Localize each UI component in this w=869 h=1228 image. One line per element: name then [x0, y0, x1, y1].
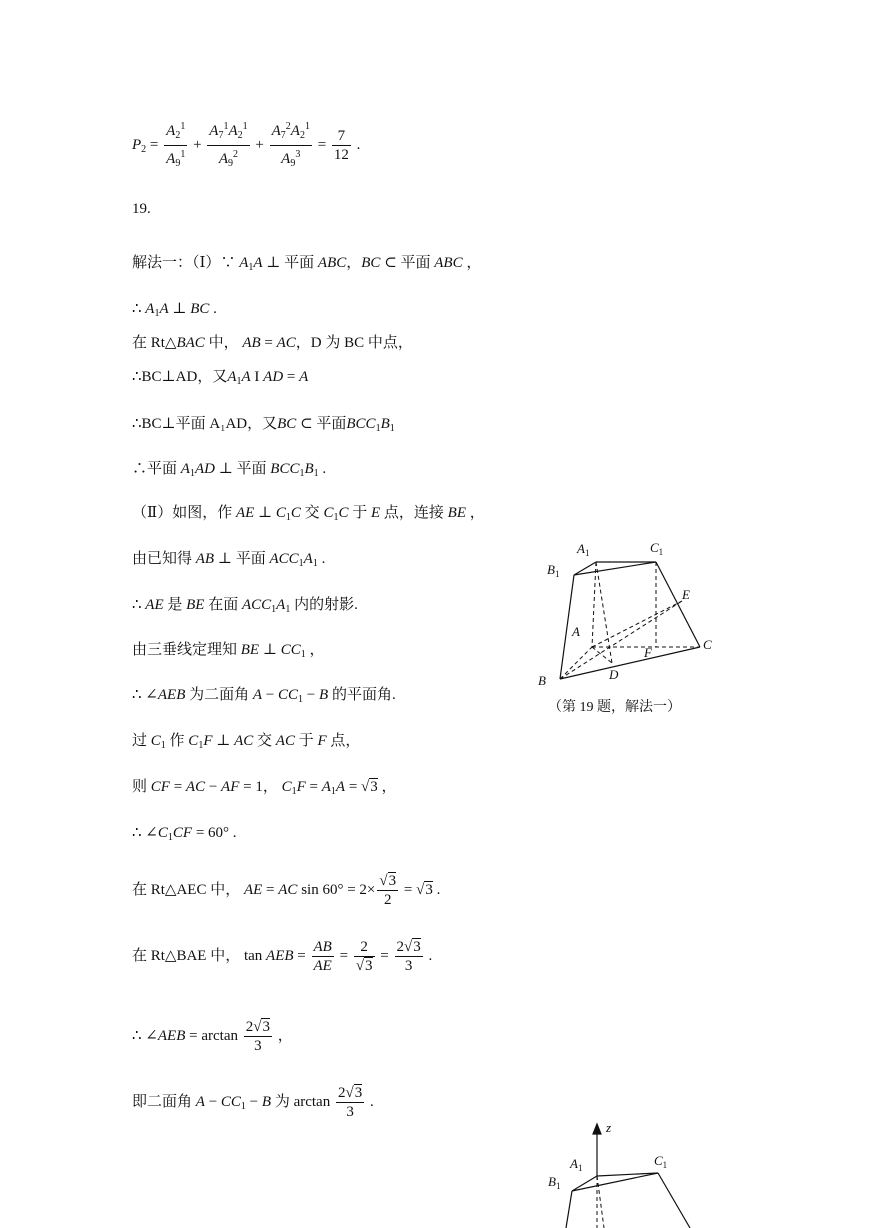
figure1-caption: （第 19 题，解法一）: [548, 700, 681, 715]
label-c1: $C_1$: [654, 1153, 668, 1170]
fraction: $\frac{2√3}{3}$: [337, 1085, 363, 1120]
edge-a1-a: [592, 562, 596, 647]
edge-a1-down2: [597, 1176, 604, 1228]
p2-formula: $P_2$ = $\frac{A_2^1}{A_9^1}$ + $\frac{A_7^1A_2^1}{A_9^2}$ + $\frac{A_7^2A_2^1}{A_9^3}$ = $\frac{7}{12}$ .: [132, 118, 360, 173]
edge-a-e: [592, 601, 682, 647]
label-b1: $B_1$: [547, 562, 560, 579]
conclusion-prefix: 即二面角: [132, 1093, 193, 1110]
line-rt-aec: 在 Rt△AEC 中， AE = AC sin 60° = 2× $\frac{√3}{2}$ = √3 .: [132, 873, 441, 908]
bc-perp-plane-text: ∴BC⊥平面 A₁AD，又: [132, 416, 278, 432]
line-three-perp: 由三垂线定理知 BE ⊥ $CC_1$ ，: [132, 642, 325, 660]
label-a1: $A_1$: [570, 1156, 583, 1173]
conclusion-mid: 为: [274, 1093, 290, 1110]
fraction: $\frac{A_7^2A_2^1}{A_9^3}$: [270, 118, 312, 173]
bc-perp-ad-text: ∴BC⊥AD，又: [132, 369, 228, 385]
known-text: 由已知得: [132, 551, 193, 567]
line-c1f: 过 $C_1$ 作 $C_1F$ ⊥ AC 交 AC 于 F 点，: [132, 733, 361, 751]
line-projection: ∴ AE 是 BE 在面 $ACC_1A_1$ 内的射影.: [132, 597, 358, 615]
part2-intro: （Ⅱ）如图，作: [132, 505, 233, 521]
result-num: 7: [332, 127, 351, 146]
line-bc-perp-ad: ∴BC⊥AD，又$A_1A$ Ι AD = A: [132, 369, 309, 387]
line-bc-perp-plane: ∴BC⊥平面 A₁AD，又BC ⊂ 平面$BCC_1B_1$: [132, 416, 395, 434]
line-a1a-perp-bc: ∴ $A_1A$ ⊥ BC .: [132, 301, 217, 319]
label-a1: $A_1$: [577, 541, 590, 558]
axis-z-arrow: [593, 1124, 601, 1134]
label-e: E: [682, 587, 690, 602]
edge-c1-down: [658, 1173, 690, 1228]
label-f: F: [644, 645, 652, 660]
line-part2: （Ⅱ）如图，作 AE ⊥ $C_1C$ 交 $C_1C$ 于 E 点，连接 BE ，: [132, 505, 485, 523]
line-plane-perp: ∴平面 $A_1AD$ ⊥ 平面 $BCC_1B_1$ .: [132, 461, 327, 479]
edge-a-d: [592, 647, 612, 663]
method1-intro: 解法一：（Ⅰ）: [132, 255, 221, 271]
label-d: D: [609, 667, 619, 682]
line-ab-perp: 由已知得 AB ⊥ 平面 $ACC_1A_1$ .: [132, 551, 326, 569]
edge-b-a: [560, 647, 592, 679]
fraction: $\frac{2√3}{3}$: [245, 1019, 270, 1054]
edge-b-e: [560, 601, 682, 679]
fraction: $\frac{A_2^1}{A_9^1}$: [164, 118, 187, 173]
rt-aec-text: 在 Rt△AEC 中，: [132, 881, 241, 898]
label-b1: $B_1$: [548, 1174, 561, 1191]
label-c1: $C_1$: [650, 540, 664, 557]
line-angle60: ∴ $\angle C_1CF = 60^\circ$ .: [132, 825, 237, 843]
label-a: A: [572, 624, 580, 639]
label-z: z: [606, 1120, 612, 1135]
fraction: $\frac{√3}{2}$: [379, 873, 397, 908]
edge-c1-c: [656, 562, 700, 647]
fraction: $\frac{A_7^1A_2^1}{A_9^2}$: [207, 118, 249, 173]
p2-lhs-sub: 2: [141, 143, 147, 155]
therefore-plane-text: ∴平面: [132, 461, 178, 477]
label-c: C: [703, 637, 712, 652]
dihedral-prefix: 为二面角: [189, 687, 250, 703]
d-midpoint-text: ，D 为 BC 中点，: [295, 335, 413, 351]
label-b: B: [538, 673, 546, 688]
edge-b-c: [560, 647, 700, 679]
figure-19-method1: [530, 535, 730, 695]
fraction: $\frac{2}{√3}$: [355, 939, 373, 974]
problem-number: 19.: [132, 201, 151, 217]
line-rt-bac: 在 Rt△BAC 中， AB = AC，D 为 BC 中点，: [132, 335, 413, 351]
dihedral-suffix: 的平面角.: [331, 687, 396, 703]
edge-b1-c1: [574, 562, 656, 575]
line-conclusion: 即二面角 $A - CC_1 - B$ 为 arctan $\frac{2√3}{3}$ .: [132, 1085, 374, 1120]
fraction: $\frac{AB}{AE}$: [313, 939, 332, 974]
p2-lhs: P: [132, 136, 142, 153]
fraction: $\frac{2√3}{3}$: [396, 939, 421, 974]
figure-19-method2: [540, 1118, 710, 1228]
rt-bae-text: 在 Rt△BAE 中，: [132, 947, 241, 964]
projection-end: 内的射影.: [294, 597, 358, 613]
line-rt-bae: 在 Rt△BAE 中， tan AEB = $\frac{AB}{AE}$ = $\frac{2}{√3}$ = $\frac{2√3}{3}$ .: [132, 939, 433, 974]
method1-line1: 解法一：（Ⅰ）∵ $A_1A$ ⊥ 平面 ABC，BC ⊂ 平面 ABC ，: [132, 255, 482, 273]
line-arctan: ∴ ∠AEB = arctan $\frac{2√3}{3}$ ，: [132, 1019, 293, 1054]
fraction-result: [332, 127, 351, 164]
edge-b1-down: [566, 1191, 572, 1228]
three-perp-text: 由三垂线定理知: [132, 642, 238, 658]
result-den: 12: [333, 147, 349, 163]
line-cf: 则 CF = AC − AF = 1， $C_1F = A_1A = √3$ ，: [132, 779, 397, 797]
line-dihedral: ∴ ∠AEB 为二面角 $A - CC_1 - B$ 的平面角.: [132, 687, 396, 705]
